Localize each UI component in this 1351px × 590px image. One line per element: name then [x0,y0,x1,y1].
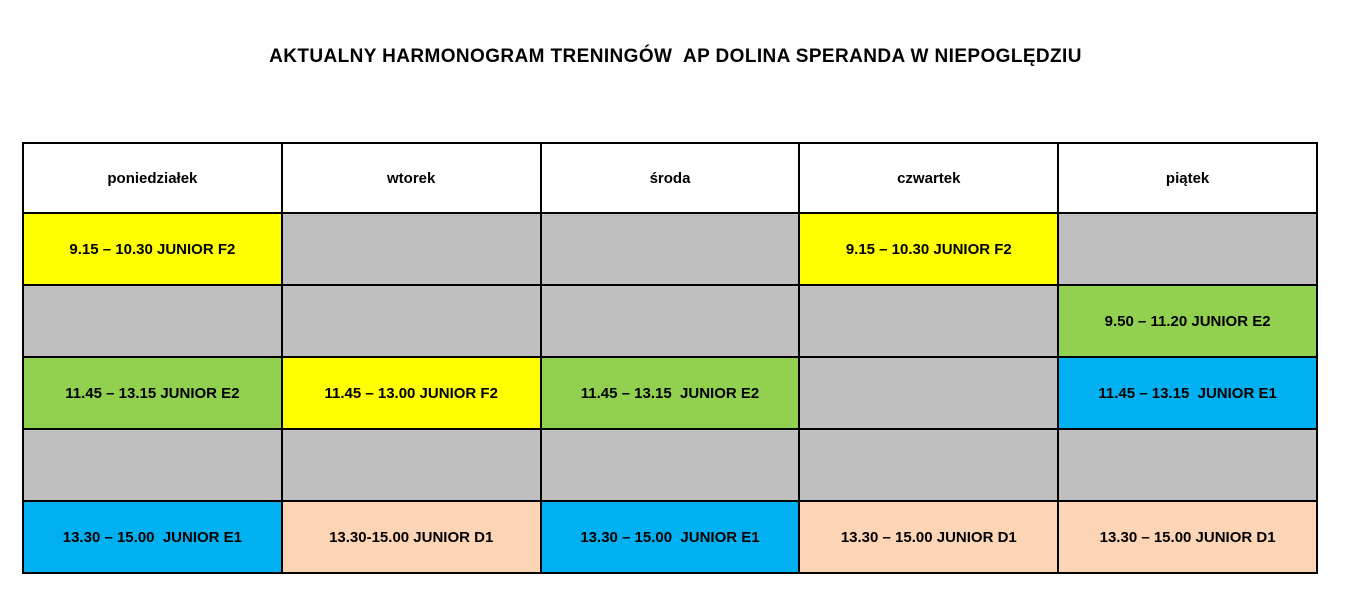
training-cell: 13.30-15.00 JUNIOR D1 [282,501,541,573]
schedule-row [23,213,1317,285]
empty-cell [282,285,541,357]
empty-cell [23,429,282,501]
day-header-cell: wtorek [282,143,541,213]
training-cell: 9.15 – 10.30 JUNIOR F2 [23,213,282,285]
empty-cell [799,357,1058,429]
training-cell: 11.45 – 13.15 JUNIOR E1 [1058,357,1317,429]
training-cell: 9.15 – 10.30 JUNIOR F2 [799,213,1058,285]
training-cell: 13.30 – 15.00 JUNIOR E1 [23,501,282,573]
schedule-row [23,429,1317,501]
empty-cell [1058,213,1317,285]
training-cell: 13.30 – 15.00 JUNIOR D1 [1058,501,1317,573]
schedule-body [23,213,1317,573]
empty-cell [541,429,800,501]
day-header-cell: czwartek [799,143,1058,213]
schedule-table [22,142,1318,574]
training-cell: 11.45 – 13.15 JUNIOR E2 [541,357,800,429]
training-cell: 13.30 – 15.00 JUNIOR E1 [541,501,800,573]
empty-cell [541,285,800,357]
empty-cell [541,213,800,285]
day-header-cell: poniedziałek [23,143,282,213]
day-header-cell: piątek [1058,143,1317,213]
day-header-row [23,143,1317,213]
schedule-row [23,501,1317,573]
empty-cell [799,285,1058,357]
empty-cell [282,429,541,501]
training-cell: 11.45 – 13.00 JUNIOR F2 [282,357,541,429]
training-cell: 13.30 – 15.00 JUNIOR D1 [799,501,1058,573]
page-title: AKTUALNY HARMONOGRAM TRENINGÓW AP DOLINA SPERANDA W NIEPOGLĘDZIU [269,46,1082,67]
schedule-row [23,285,1317,357]
day-header-cell: środa [541,143,800,213]
schedule-row [23,357,1317,429]
training-cell: 9.50 – 11.20 JUNIOR E2 [1058,285,1317,357]
training-cell: 11.45 – 13.15 JUNIOR E2 [23,357,282,429]
empty-cell [23,285,282,357]
empty-cell [799,429,1058,501]
empty-cell [282,213,541,285]
empty-cell [1058,429,1317,501]
